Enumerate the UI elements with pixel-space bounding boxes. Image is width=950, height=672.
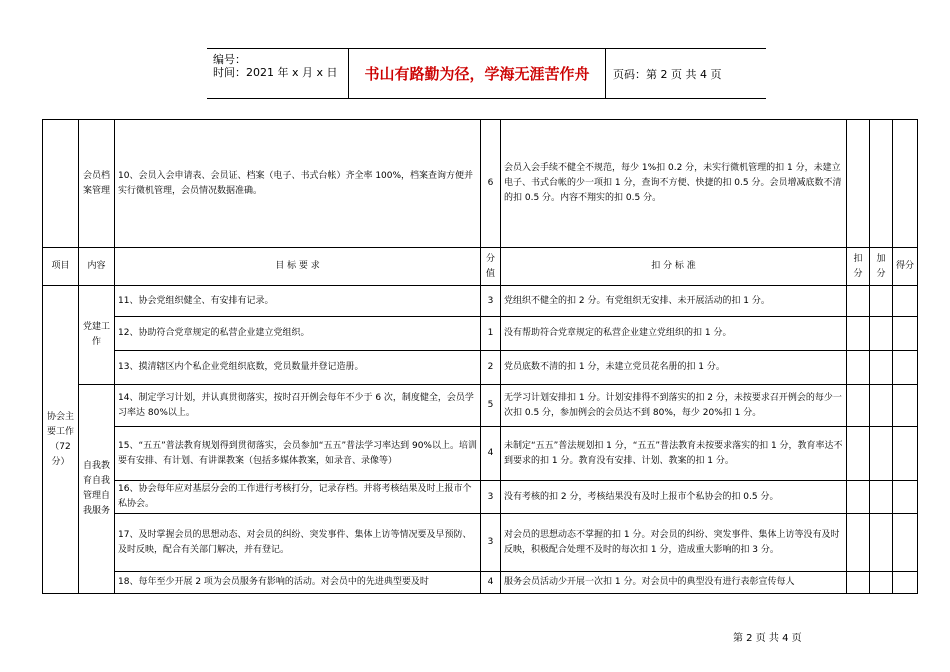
deduct-cell xyxy=(847,385,870,427)
table-row xyxy=(43,317,918,351)
deduct-cell xyxy=(847,572,870,594)
header-content: 内容 xyxy=(79,248,115,286)
goal-cell: 12、协助符合党章规定的私营企业建立党组织。 xyxy=(115,317,481,351)
deduct-cell xyxy=(847,317,870,351)
document-time-label: 时间：2021 年 x 月 x 日 xyxy=(213,66,338,79)
add-cell xyxy=(870,427,893,481)
standard-cell: 党员底数不清的扣 1 分，未建立党员花名册的扣 1 分。 xyxy=(501,351,847,385)
deduct-cell xyxy=(847,286,870,317)
header-page-label: 页码：第 2 页 共 4 页 xyxy=(613,67,722,81)
goal-cell: 10、会员入会申请表、会员证、档案（电子、书式台帐）齐全率 100%，档案查询方便并实行微机管理，会员情况数据准确。 xyxy=(115,120,481,248)
section-label: 协会主要工作（72分） xyxy=(43,286,79,594)
header-goal: 目 标 要 求 xyxy=(115,248,481,286)
get-cell xyxy=(893,120,918,248)
goal-cell: 13、摸清辖区内个私企业党组织底数，党员数量并登记造册。 xyxy=(115,351,481,385)
table-row xyxy=(43,427,918,481)
header-get: 得分 xyxy=(893,248,918,286)
table-row xyxy=(43,286,918,317)
deduct-cell xyxy=(847,120,870,248)
goal-cell: 15、“五五”普法教育规划得到贯彻落实，会员参加“五五”普法学习率达到 90%以上。培训要有安排、有计划、有讲课教案（包括多媒体教案，如录音、录像等） xyxy=(115,427,481,481)
get-cell xyxy=(893,514,918,572)
deduct-cell xyxy=(847,481,870,514)
score-cell: 4 xyxy=(481,572,501,594)
add-cell xyxy=(870,385,893,427)
deduct-cell xyxy=(847,351,870,385)
standard-cell: 党组织不健全的扣 2 分。有党组织无安排、未开展活动的扣 1 分。 xyxy=(501,286,847,317)
deduct-cell xyxy=(847,514,870,572)
get-cell xyxy=(893,317,918,351)
score-cell: 1 xyxy=(481,317,501,351)
document-header xyxy=(207,48,766,99)
content-cell: 会员档案管理 xyxy=(79,120,115,248)
score-cell: 6 xyxy=(481,120,501,248)
add-cell xyxy=(870,317,893,351)
document-number-label: 编号： xyxy=(213,53,246,66)
deduct-cell xyxy=(847,427,870,481)
header-motto: 书山有路勤为径，学海无涯苦作舟 xyxy=(348,49,606,98)
table-row xyxy=(43,351,918,385)
assessment-table xyxy=(42,119,918,594)
table-header-row xyxy=(43,248,918,286)
score-cell: 3 xyxy=(481,286,501,317)
group-label: 党建工作 xyxy=(79,286,115,385)
standard-cell: 没有帮助符合党章规定的私营企业建立党组织的扣 1 分。 xyxy=(501,317,847,351)
header-standard: 扣 分 标 准 xyxy=(501,248,847,286)
header-score: 分值 xyxy=(481,248,501,286)
goal-cell: 11、协会党组织健全、有安排有记录。 xyxy=(115,286,481,317)
goal-cell: 14、制定学习计划，并认真贯彻落实，按时召开例会每年不少于 6 次，制度健全，会员学习率达 80%以上。 xyxy=(115,385,481,427)
standard-cell: 无学习计划安排扣 1 分。计划安排得不到落实的扣 2 分，未按要求召开例会的每少一次扣 0.5 分，参加例会的会员达不到 80%，每少 20%扣 1 分。 xyxy=(501,385,847,427)
get-cell xyxy=(893,481,918,514)
header-meta xyxy=(207,49,348,98)
get-cell xyxy=(893,385,918,427)
table-row xyxy=(43,481,918,514)
get-cell xyxy=(893,351,918,385)
add-cell xyxy=(870,120,893,248)
score-cell: 2 xyxy=(481,351,501,385)
group-label: 自我教育自我管理自我服务 xyxy=(79,385,115,594)
get-cell xyxy=(893,427,918,481)
add-cell xyxy=(870,351,893,385)
score-cell: 4 xyxy=(481,427,501,481)
get-cell xyxy=(893,286,918,317)
goal-cell: 17、及时掌握会员的思想动态、对会员的纠纷、突发事件、集体上访等情况要及早预防、及时反映，配合有关部门解决，并有登记。 xyxy=(115,514,481,572)
table-row xyxy=(43,572,918,594)
header-add: 加分 xyxy=(870,248,893,286)
header-item: 项目 xyxy=(43,248,79,286)
goal-cell: 16、协会每年应对基层分会的工作进行考核打分，记录存档。并将考核结果及时上报市个私协会。 xyxy=(115,481,481,514)
add-cell xyxy=(870,481,893,514)
add-cell xyxy=(870,286,893,317)
header-deduct: 扣分 xyxy=(847,248,870,286)
standard-cell: 对会员的思想动态不掌握的扣 1 分。对会员的纠纷、突发事件、集体上访等没有及时反映，积极配合处理不及时的每次扣 1 分，造成重大影响的扣 3 分。 xyxy=(501,514,847,572)
goal-cell: 18、每年至少开展 2 项为会员服务有影响的活动。对会员中的先进典型要及时 xyxy=(115,572,481,594)
standard-cell: 未制定“五五”普法规划扣 1 分，“五五”普法教育未按要求落实的扣 1 分，教育率达不到要求的扣 1 分。教育没有安排、计划、教案的扣 1 分。 xyxy=(501,427,847,481)
table-row xyxy=(43,120,918,248)
standard-cell: 没有考核的扣 2 分，考核结果没有及时上报市个私协会的扣 0.5 分。 xyxy=(501,481,847,514)
score-cell: 5 xyxy=(481,385,501,427)
add-cell xyxy=(870,514,893,572)
item-cell xyxy=(43,120,79,248)
score-cell: 3 xyxy=(481,481,501,514)
score-cell: 3 xyxy=(481,514,501,572)
add-cell xyxy=(870,572,893,594)
get-cell xyxy=(893,572,918,594)
table-row xyxy=(43,385,918,427)
page-footer: 第 2 页 共 4 页 xyxy=(733,633,802,644)
standard-cell: 服务会员活动少开展一次扣 1 分。对会员中的典型没有进行表彰宣传每人 xyxy=(501,572,847,594)
table-row xyxy=(43,514,918,572)
standard-cell: 会员入会手续不健全不规范，每少 1%扣 0.2 分，未实行微机管理的扣 1 分，未建立电子、书式台帐的少一项扣 1 分，查询不方便、快捷的扣 0.5 分。会员增减底数不清的扣 0.5 分。内容不翔实的扣 0.5 分。 xyxy=(501,120,847,248)
